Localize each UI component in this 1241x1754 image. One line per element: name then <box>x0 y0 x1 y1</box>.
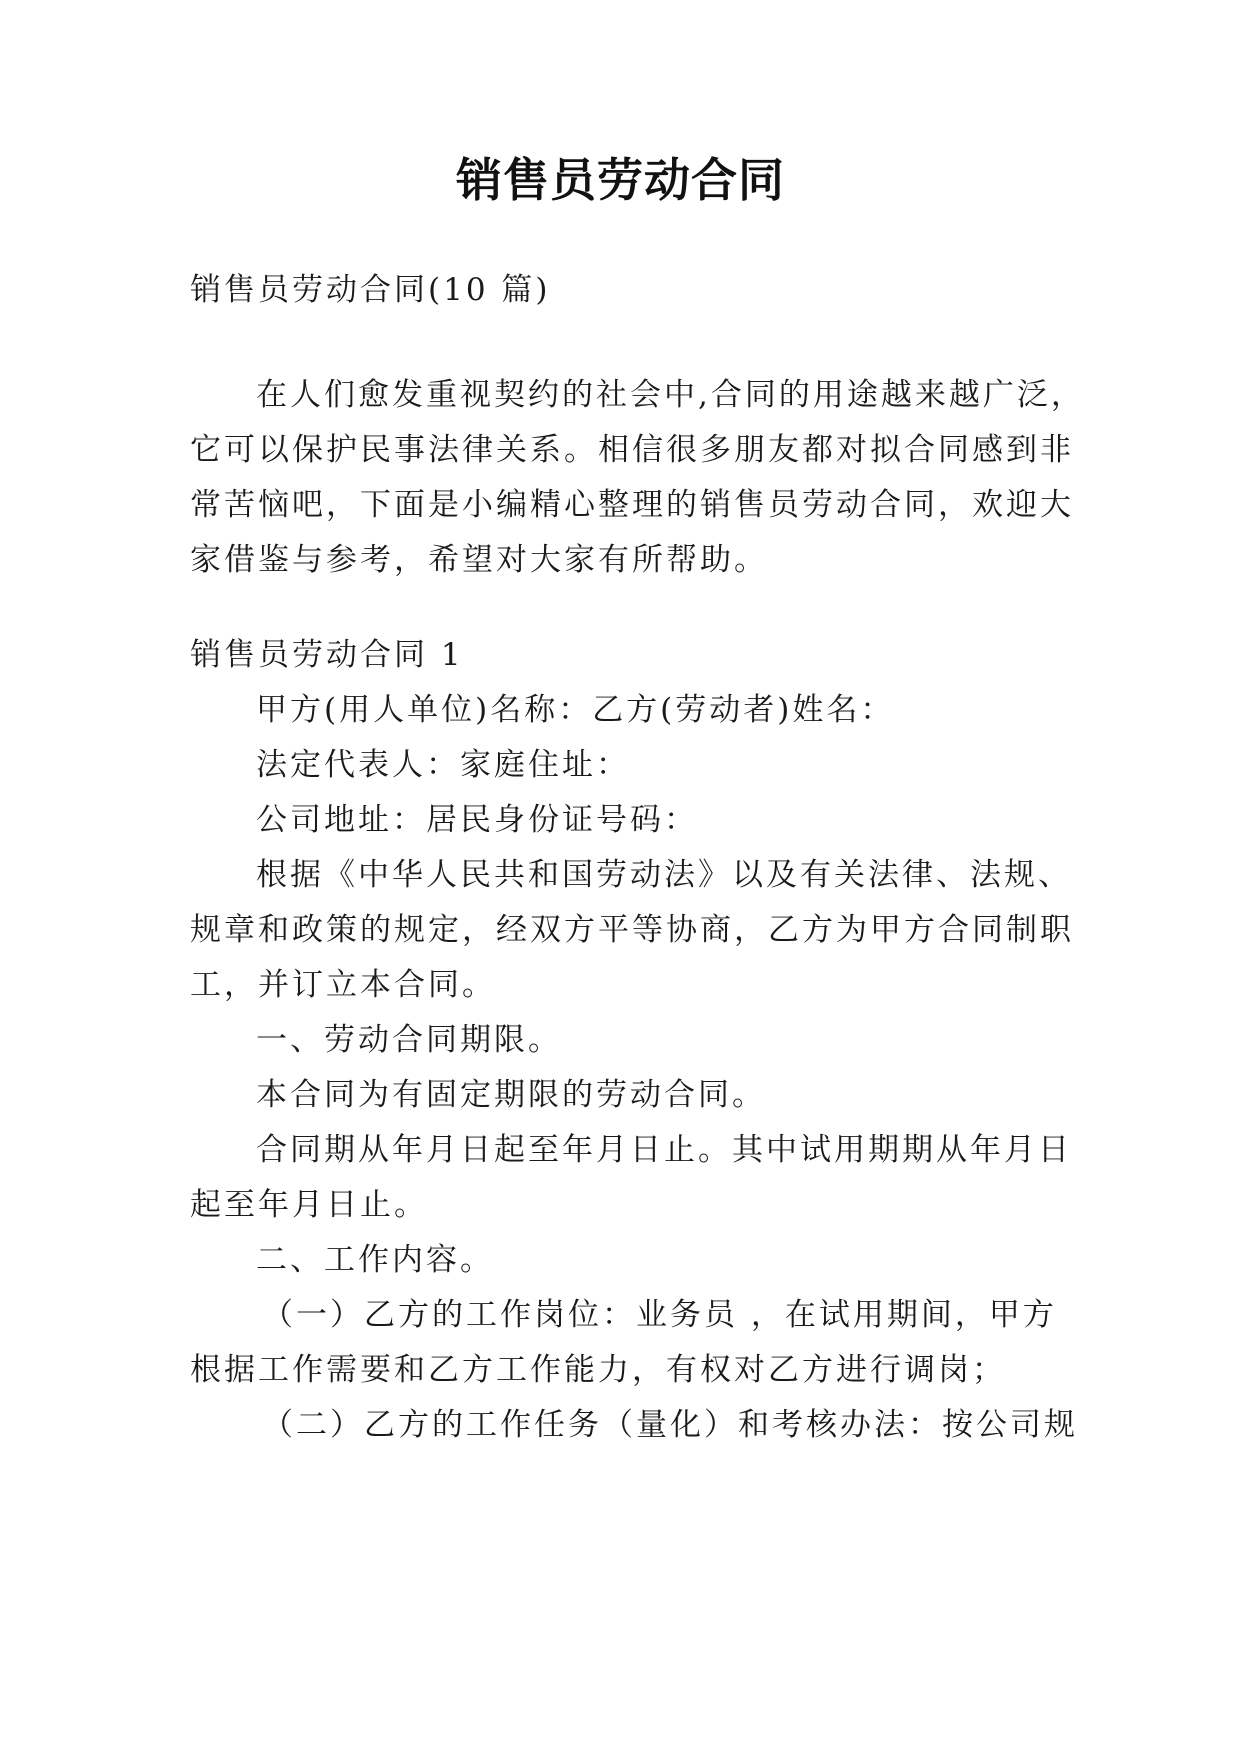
intro-paragraph-line: 家借鉴与参考，希望对大家有所帮助。 <box>190 542 768 578</box>
intro-paragraph-line: 常苦恼吧，下面是小编精心整理的销售员劳动合同，欢迎大 <box>190 487 1074 523</box>
section-heading: 销售员劳动合同 1 <box>190 637 464 673</box>
clause-line: （一）乙方的工作岗位：业务员 ，在试用期间，甲方 <box>262 1297 1057 1333</box>
intro-paragraph-line: 它可以保护民事法律关系。相信很多朋友都对拟合同感到非 <box>190 432 1074 468</box>
clause-heading: 一、劳动合同期限。 <box>256 1022 562 1058</box>
document-body <box>190 260 1085 1700</box>
clause-line: 合同期从年月日起至年月日止。其中试用期期从年月日 <box>256 1132 1072 1168</box>
clause-line: 根据工作需要和乙方工作能力，有权对乙方进行调岗； <box>190 1352 1006 1388</box>
clause-line: （二）乙方的工作任务（量化）和考核办法：按公司规 <box>262 1407 1078 1443</box>
contract-paragraph-line: 工，并订立本合同。 <box>190 967 496 1003</box>
party-info-line: 甲方(用人单位)名称：乙方(劳动者)姓名： <box>256 692 895 728</box>
contract-paragraph-line: 规章和政策的规定，经双方平等协商，乙方为甲方合同制职 <box>190 912 1074 948</box>
clause-line: 本合同为有固定期限的劳动合同。 <box>256 1077 766 1113</box>
clause-line: 起至年月日止。 <box>190 1187 428 1223</box>
party-info-line: 法定代表人：家庭住址： <box>256 747 630 783</box>
intro-paragraph-line: 在人们愈发重视契约的社会中,合同的用途越来越广泛， <box>256 377 1085 413</box>
clause-heading: 二、工作内容。 <box>256 1242 494 1278</box>
subtitle-line: 销售员劳动合同(10 篇) <box>190 272 551 308</box>
party-info-line: 公司地址：居民身份证号码： <box>256 802 698 838</box>
contract-paragraph-line: 根据《中华人民共和国劳动法》以及有关法律、法规、 <box>256 857 1072 893</box>
document-title: 销售员劳动合同 <box>456 153 785 207</box>
